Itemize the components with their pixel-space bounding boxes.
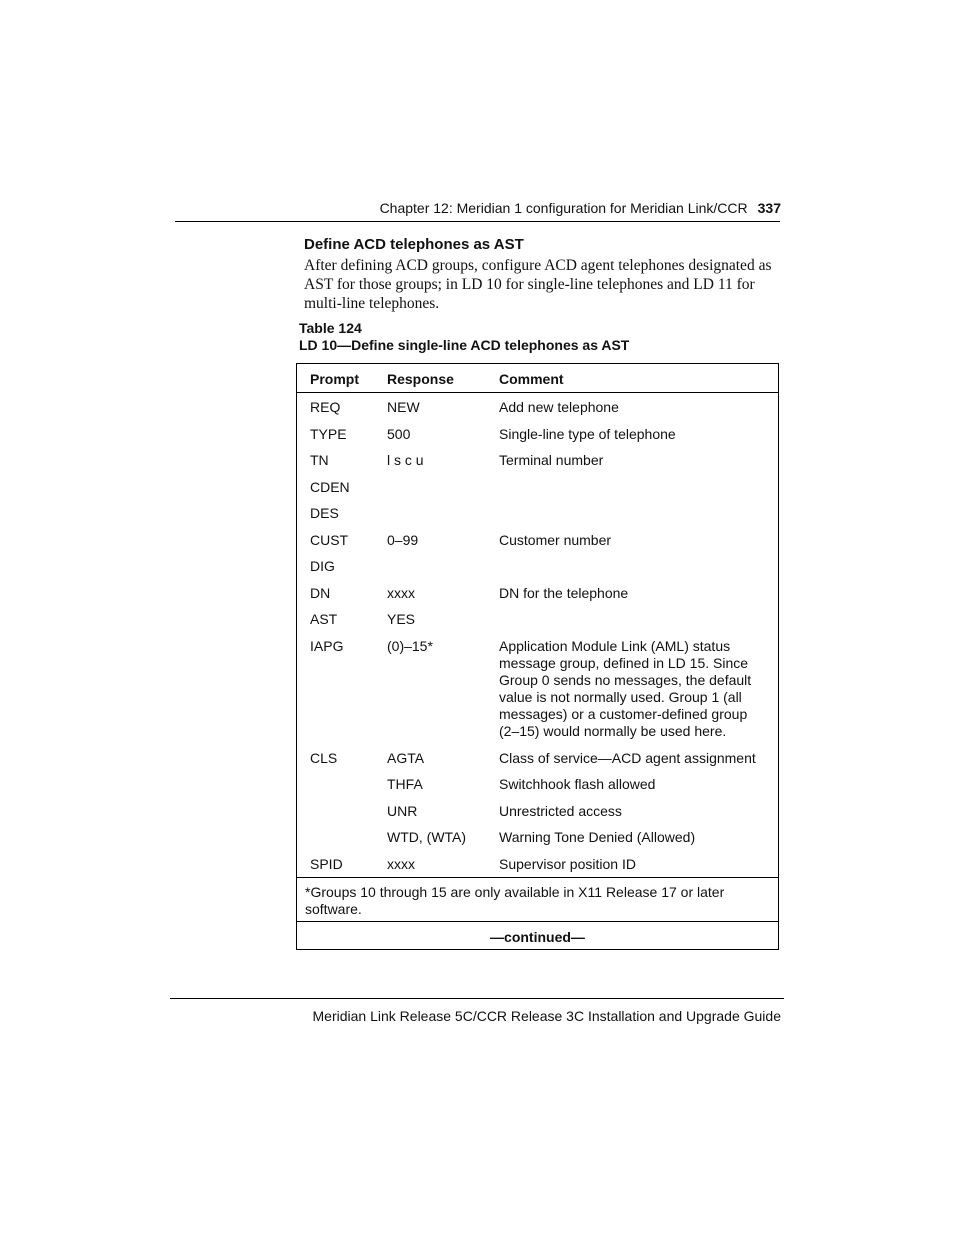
prompt-cell: TYPE xyxy=(310,426,347,442)
response-cell: UNR xyxy=(387,803,418,819)
response-cell: 0–99 xyxy=(387,532,419,548)
prompt-cell: CUST xyxy=(310,532,349,548)
comment-cell: Supervisor position ID xyxy=(499,856,636,872)
response-cell: 500 xyxy=(387,426,411,442)
response-cell: YES xyxy=(387,611,416,627)
header-comment: Comment xyxy=(499,371,564,387)
response-cell: AGTA xyxy=(387,750,425,766)
comment-cell: Application Module Link (AML) status message group, defined in LD 15. Since Group 0 sends no messages, the default value is not normally used. Group 1 (all messages) or a customer-defined group (2–15) would normally be used here. xyxy=(499,638,752,739)
comment-cell: Add new telephone xyxy=(499,399,619,415)
response-cell: l s c u xyxy=(387,452,424,468)
footer-rule xyxy=(170,998,784,999)
response-cell: THFA xyxy=(387,776,423,792)
page-header xyxy=(380,200,781,216)
prompt-cell: REQ xyxy=(310,399,341,415)
header-response: Response xyxy=(387,371,454,387)
comment-cell: Switchhook flash allowed xyxy=(499,776,656,792)
page-number: 337 xyxy=(757,200,781,216)
section-title: Define ACD telephones as AST xyxy=(304,236,524,253)
comment-cell: Terminal number xyxy=(499,452,604,468)
prompt-cell: DIG xyxy=(310,558,335,574)
header-prompt: Prompt xyxy=(310,371,359,387)
prompt-cell: CDEN xyxy=(310,479,350,495)
comment-cell: Class of service—ACD agent assignment xyxy=(499,750,756,766)
prompt-cell: TN xyxy=(310,452,329,468)
comment-cell: Customer number xyxy=(499,532,612,548)
prompt-cell: DES xyxy=(310,505,339,521)
prompt-cell: IAPG xyxy=(310,638,344,654)
response-cell: WTD, (WTA) xyxy=(387,829,467,845)
header-rule xyxy=(175,221,780,222)
table-footnote xyxy=(297,877,778,922)
prompt-cell: DN xyxy=(310,585,331,601)
chapter-title: Chapter 12: Meridian 1 configuration for Meridian Link/CCR xyxy=(379,200,748,216)
prompt-cell: SPID xyxy=(310,856,343,872)
data-table xyxy=(296,363,779,950)
footer-text: Meridian Link Release 5C/CCR Release 3C Installation and Upgrade Guide xyxy=(312,1008,781,1024)
prompt-cell: AST xyxy=(310,611,338,627)
prompt-cell: CLS xyxy=(310,750,338,766)
comment-cell: Single-line type of telephone xyxy=(499,426,676,442)
comment-cell: Unrestricted access xyxy=(499,803,622,819)
body-paragraph: After defining ACD groups, configure ACD agent telephones designated as AST for those groups; in LD 10 for single-line telephones and LD 11 for multi-line telephones. xyxy=(304,257,772,312)
continued-marker: —continued— xyxy=(490,929,585,945)
comment-cell: DN for the telephone xyxy=(499,585,629,601)
response-cell: (0)–15* xyxy=(387,638,433,654)
footnote-text: *Groups 10 through 15 are only available in X11 Release 17 or later software. xyxy=(305,884,725,917)
table-number: Table 124 xyxy=(299,320,362,336)
table-caption xyxy=(299,320,629,354)
response-cell: xxxx xyxy=(387,856,415,872)
comment-cell: Warning Tone Denied (Allowed) xyxy=(499,829,696,845)
table-title: LD 10—Define single-line ACD telephones as AST xyxy=(299,337,630,353)
table-header-row xyxy=(297,364,778,393)
response-cell: xxxx xyxy=(387,585,415,601)
response-cell: NEW xyxy=(387,399,420,415)
